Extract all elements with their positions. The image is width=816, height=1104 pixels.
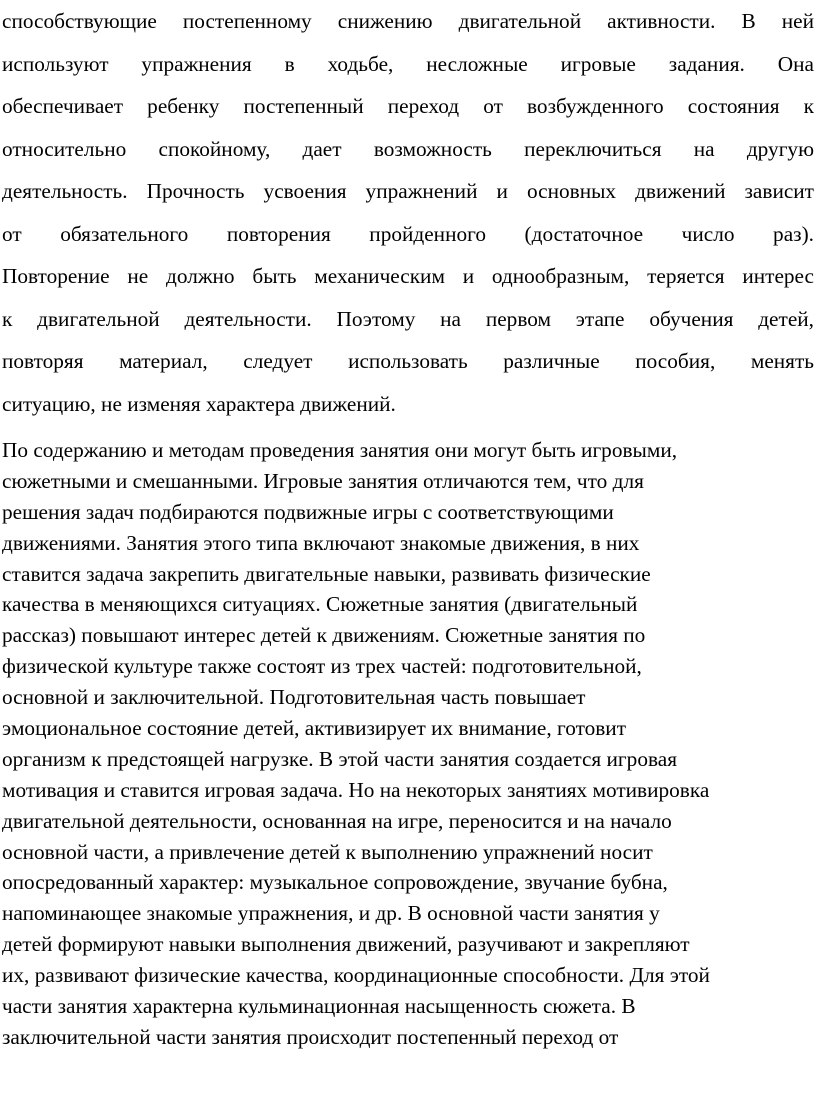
text-line: основной части, а привлечение детей к выполнению упражнений носит [2, 839, 653, 864]
text-line: решения задач подбираются подвижные игры с соответствующими [2, 499, 614, 524]
text-line: мотивация и ставится игровая задача. Но на некоторых занятиях мотивировка [2, 777, 710, 802]
text-line: качества в меняющихся ситуациях. Сюжетные занятия (двигательный [2, 592, 638, 617]
text-line: ставится задача закрепить двигательные навыки, развивать физические [2, 561, 651, 586]
text-line: деятельность. Прочность усвоения упражнений и основных движений зависит [2, 179, 814, 203]
text-line: опосредованный характер: музыкальное сопровождение, звучание бубна, [2, 870, 668, 895]
text-line: ситуацию, не изменяя характера движений. [2, 391, 396, 416]
text-line: рассказ) повышают интерес детей к движениям. Сюжетные занятия по [2, 623, 646, 648]
text-line: основной и заключительной. Подготовительная часть повышает [2, 685, 586, 710]
text-line: используют упражнения в ходьбе, несложные игровые задания. Она [2, 51, 814, 76]
text-line: заключительной части занятия происходит постепенный переход от [2, 1024, 619, 1049]
paragraph-2 [2, 435, 814, 1053]
text-line: По содержанию и методам проведения занятия они могут быть игровыми, [2, 438, 678, 462]
text-line: двигательной деятельности, основанная на игре, переносится и на начало [2, 808, 672, 833]
text-line: обеспечивает ребенку постепенный переход от возбужденного состояния к [2, 94, 814, 118]
text-line: напоминающее знакомые упражнения, и др. В основной части занятия у [2, 901, 660, 926]
text-line: повторяя материал, следует использовать различные пособия, менять [2, 349, 814, 373]
paragraph-1 [2, 0, 814, 425]
text-line: относительно спокойному, дает возможность переключиться на другую [2, 136, 814, 161]
text-line: организм к предстоящей нагрузке. В этой части занятия создается игровая [2, 746, 677, 771]
text-line: сюжетными и смешанными. Игровые занятия отличаются тем, что для [2, 468, 644, 493]
text-line: способствующие постепенному снижению двигательной активности. В ней [2, 9, 814, 33]
text-line: эмоциональное состояние детей, активизирует их внимание, готовит [2, 716, 627, 741]
text-line: от обязательного повторения пройденного (достаточное число раз). [2, 221, 814, 246]
text-line: их, развивают физические качества, координационные способности. Для этой [2, 963, 710, 988]
text-line: Повторение не должно быть механическим и однообразным, теряется интерес [2, 264, 814, 288]
text-line: к двигательной деятельности. Поэтому на первом этапе обучения детей, [2, 306, 814, 331]
text-line: части занятия характерна кульминационная насыщенность сюжета. В [2, 994, 636, 1019]
text-line: физической культуре также состоят из трех частей: подготовительной, [2, 654, 642, 679]
text-line: движениями. Занятия этого типа включают знакомые движения, в них [2, 530, 640, 555]
text-line: детей формируют навыки выполнения движений, разучивают и закрепляют [2, 932, 690, 957]
